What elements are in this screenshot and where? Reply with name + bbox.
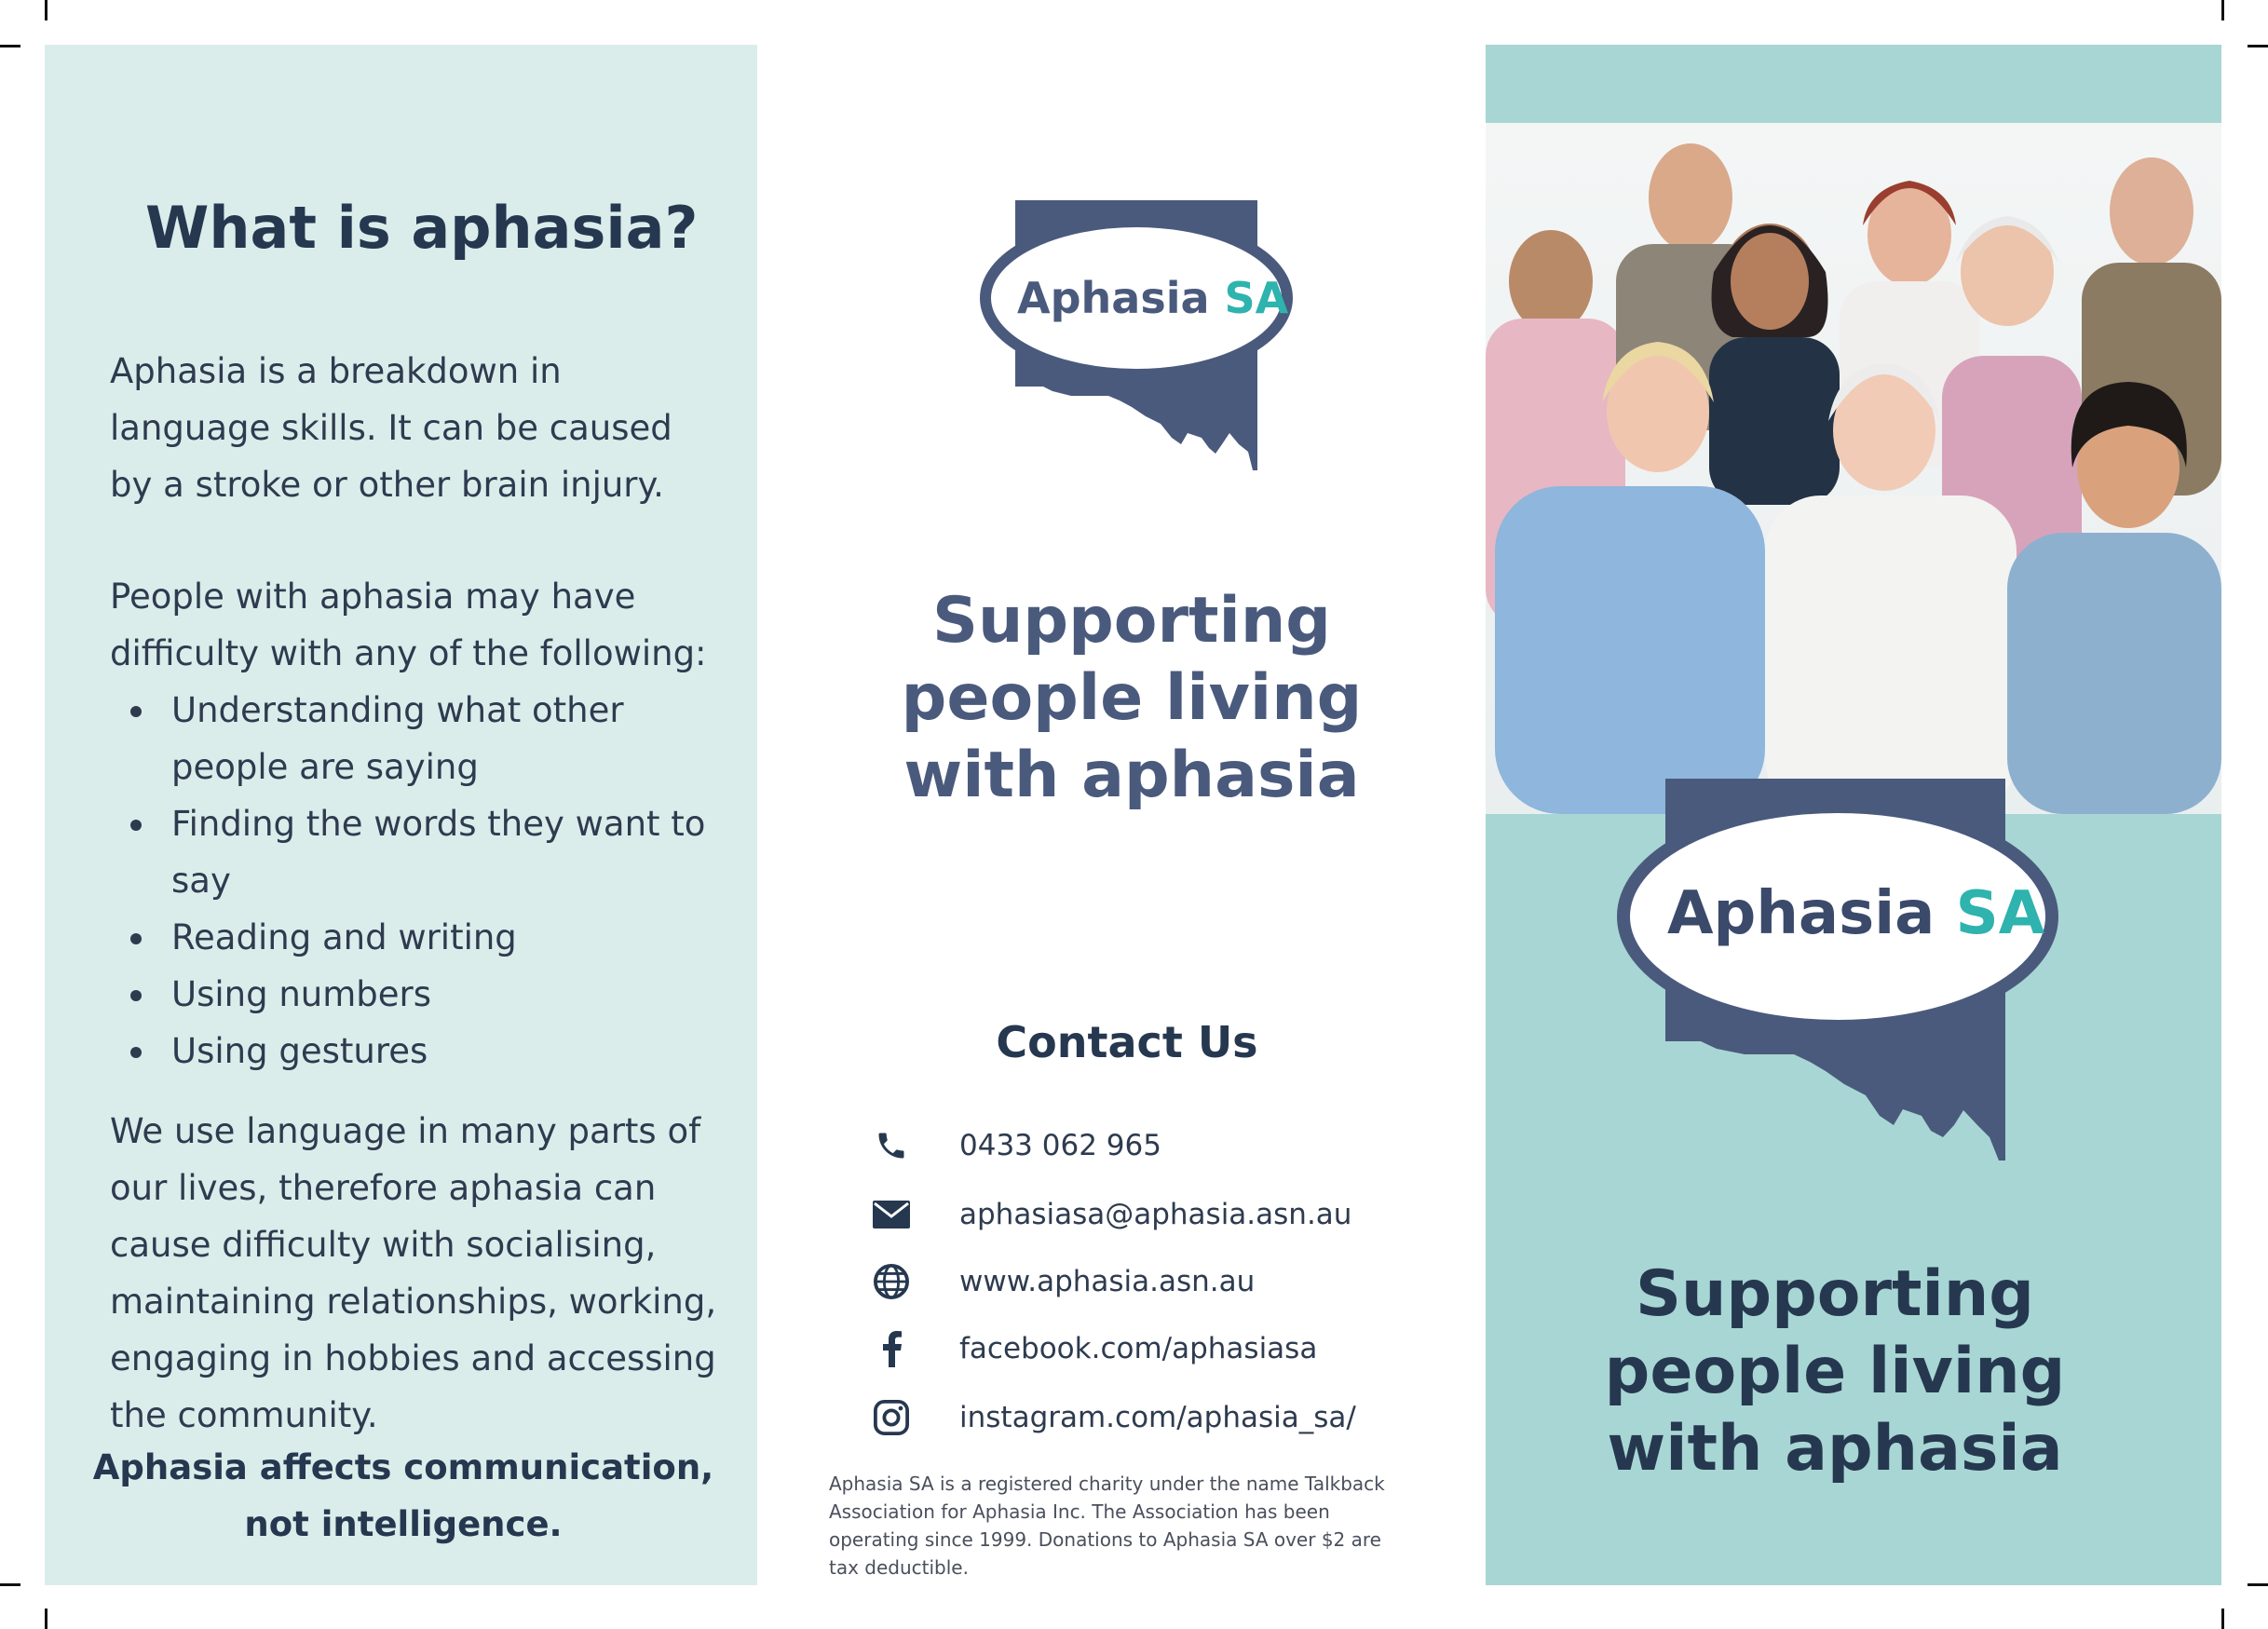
globe-icon xyxy=(866,1256,917,1307)
facebook-icon xyxy=(866,1324,917,1374)
speech-bubble-map-icon xyxy=(978,200,1299,470)
list-item: Using numbers xyxy=(110,966,740,1023)
difficulty-list xyxy=(110,682,740,1079)
logo-accent: SA xyxy=(1224,273,1289,323)
contact-instagram-text: instagram.com/aphasia_sa/ xyxy=(959,1401,1356,1434)
list-item: Using gestures xyxy=(110,1023,740,1079)
contact-website-text: www.aphasia.asn.au xyxy=(959,1265,1256,1298)
contact-instagram[interactable] xyxy=(866,1390,1356,1446)
logo-word: Aphasia xyxy=(1667,879,1935,948)
people-illustration xyxy=(1486,123,2221,814)
logo-word: Aphasia xyxy=(1017,273,1210,323)
contact-facebook-text: facebook.com/aphasiasa xyxy=(959,1332,1318,1365)
cover-tagline: Supporting people living with aphasia xyxy=(1604,1257,2066,1486)
crop-mark xyxy=(45,0,48,20)
email-icon xyxy=(866,1189,917,1240)
closing-statement: Aphasia affects communication, not intelligence. xyxy=(92,1447,714,1544)
impact-paragraph: We use language in many parts of our lives, therefore aphasia can cause difficulty with socialising, maintaining relationships, working, engaging in hobbies and accessing the community. xyxy=(110,1111,717,1435)
right-top-band xyxy=(1486,45,2221,123)
crop-mark xyxy=(2221,1609,2224,1629)
contact-phone-text: 0433 062 965 xyxy=(959,1129,1161,1162)
contact-email[interactable] xyxy=(866,1187,1352,1242)
list-item: Understanding what other people are saying xyxy=(110,682,740,795)
phone-icon xyxy=(866,1120,917,1171)
middle-tagline: Supporting people living with aphasia xyxy=(901,584,1363,812)
crop-mark xyxy=(2221,0,2224,20)
list-item: Reading and writing xyxy=(110,909,740,966)
logo-right xyxy=(1609,779,2066,1161)
list-item: Finding the words they want to say xyxy=(110,795,740,909)
crop-mark xyxy=(0,45,20,48)
charity-footnote: Aphasia SA is a registered charity under the name Talkback Association for Aphasia Inc. The Association has been operating since 1999. Donations to Aphasia SA over $2 are tax deductible. xyxy=(829,1473,1385,1579)
crop-mark xyxy=(2248,1583,2268,1586)
page-title: What is aphasia? xyxy=(145,194,699,262)
contact-email-text: aphasiasa@aphasia.asn.au xyxy=(959,1198,1352,1231)
group-photo xyxy=(1486,123,2221,814)
crop-mark xyxy=(2248,45,2268,48)
crop-mark xyxy=(0,1583,20,1586)
logo-accent: SA xyxy=(1955,879,2045,948)
crop-mark xyxy=(45,1609,48,1629)
speech-bubble-map-icon xyxy=(1609,779,2066,1161)
difficulty-intro: People with aphasia may have difficulty with any of the following: xyxy=(110,577,707,673)
contact-title: Contact Us xyxy=(996,1017,1258,1067)
logo-middle xyxy=(978,200,1299,470)
contact-phone[interactable] xyxy=(866,1118,1161,1174)
left-panel xyxy=(45,45,757,1585)
contact-facebook[interactable] xyxy=(866,1321,1318,1377)
contact-website[interactable] xyxy=(866,1254,1256,1310)
instagram-icon xyxy=(866,1392,917,1443)
intro-paragraph: Aphasia is a breakdown in language skills. It can be caused by a stroke or other brain injury. xyxy=(110,351,672,505)
